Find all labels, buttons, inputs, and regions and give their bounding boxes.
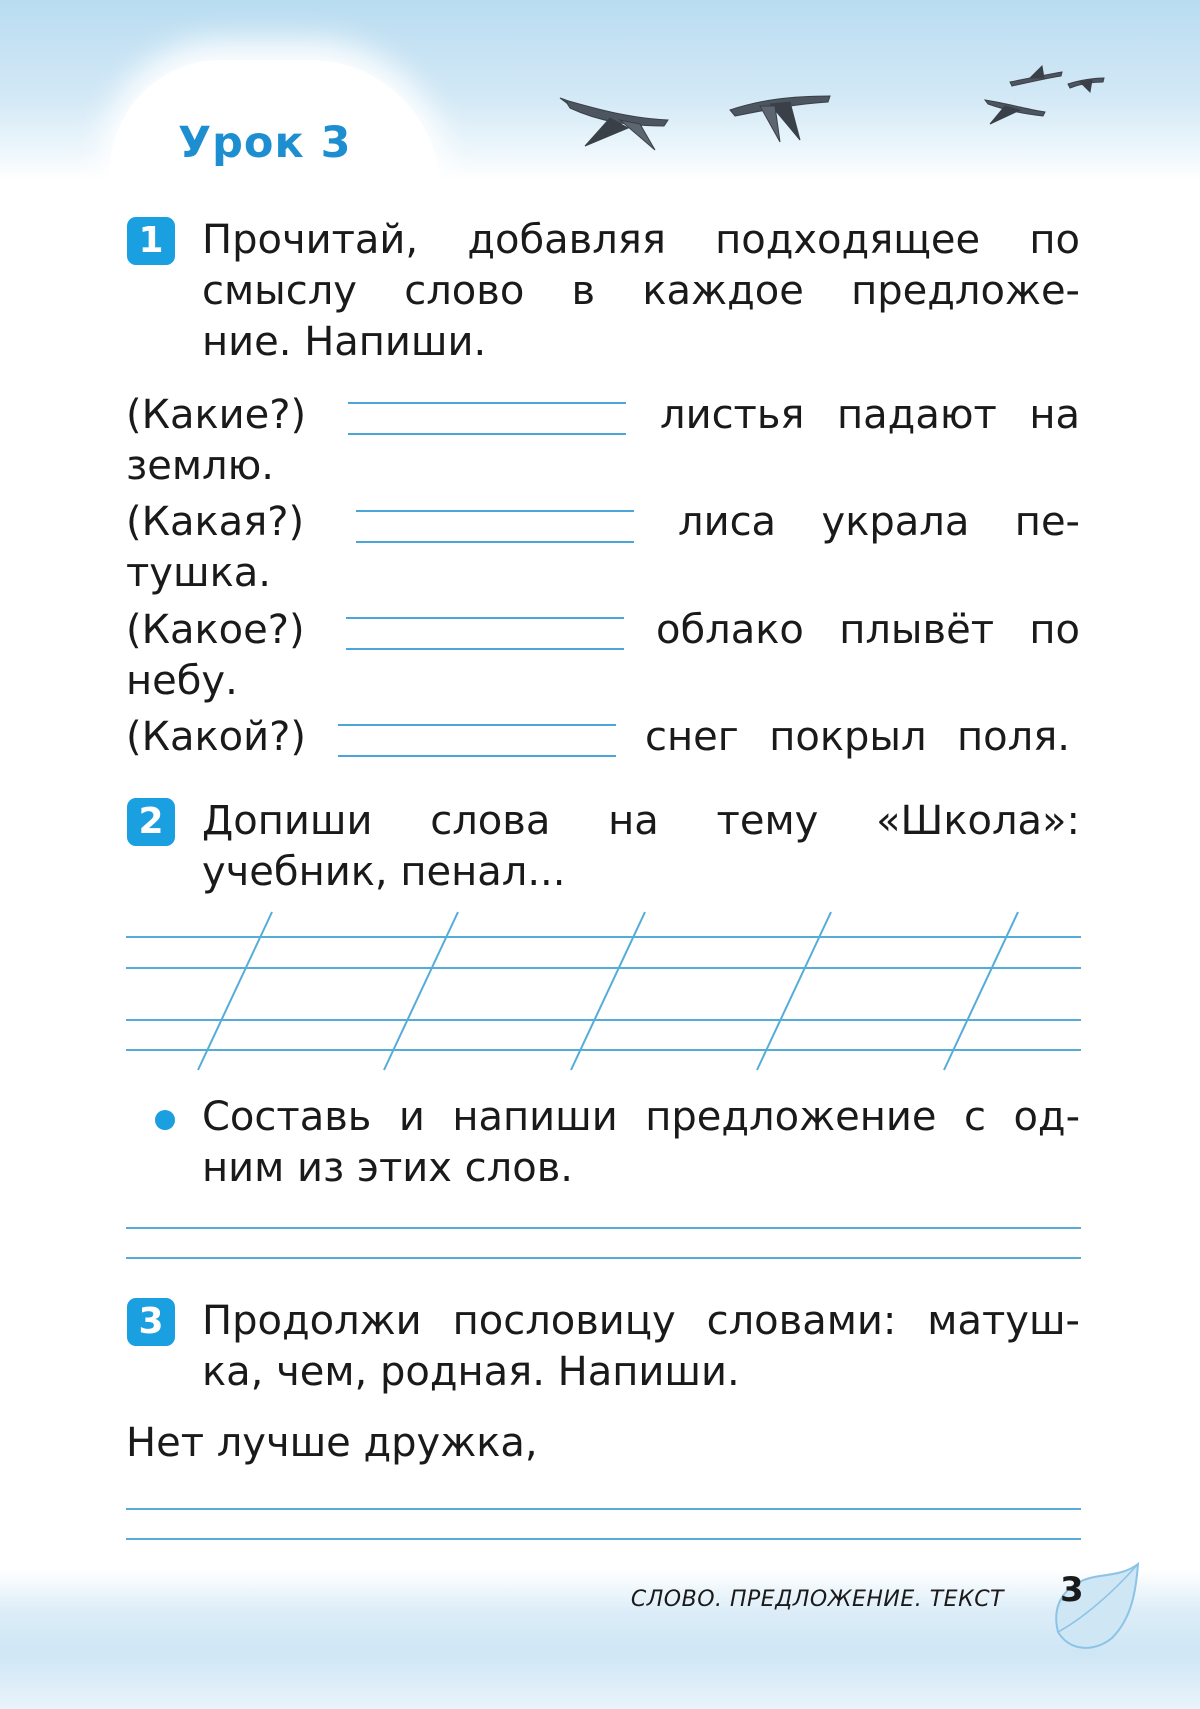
task-number-badge: 2 <box>127 798 175 846</box>
task3-instruction-line: Продолжи пословицу словами: матуш- <box>202 1298 1080 1344</box>
task2-subtask-line: Составь и напиши предложение с од- <box>202 1094 1080 1140</box>
section-title: СЛОВО. ПРЕДЛОЖЕНИЕ. ТЕКСТ <box>630 1587 1004 1612</box>
crane-bird-icon <box>560 98 668 150</box>
sentence-continuation: землю. <box>126 443 275 489</box>
sentence-question: (Какой?) <box>126 714 306 760</box>
bullet-point <box>155 1110 175 1130</box>
footer-sky-background <box>0 1570 1200 1709</box>
sentence-continuation: небу. <box>126 658 238 704</box>
task1-instruction-line: ние. Напиши. <box>202 319 487 365</box>
task2-instruction-line: учебник, пенал... <box>202 849 566 895</box>
page-number: 3 <box>1060 1570 1084 1610</box>
sentence-rest: снег покрыл поля. <box>645 714 1070 760</box>
lesson-title: Урок 3 <box>178 118 352 168</box>
flying-cranes-illustration <box>0 0 1200 180</box>
crane-bird-icon <box>1068 78 1104 92</box>
answer-blank-field[interactable] <box>346 617 624 650</box>
sentence-question: (Какие?) <box>126 392 307 438</box>
crane-bird-icon <box>985 100 1045 124</box>
sentence-question: (Какая?) <box>126 499 305 545</box>
answer-blank-field[interactable] <box>338 724 616 757</box>
answer-writing-line[interactable] <box>126 1257 1081 1259</box>
task2-subtask-line: ним из этих слов. <box>202 1145 573 1191</box>
answer-writing-line[interactable] <box>126 1538 1081 1540</box>
crane-bird-icon <box>730 96 830 142</box>
task-number-badge: 3 <box>127 1298 175 1346</box>
task1-instruction-line: Прочитай, добавляя подходящее по <box>202 217 1080 263</box>
sentence-question: (Какое?) <box>126 607 305 653</box>
answer-writing-line[interactable] <box>126 1508 1081 1510</box>
task3-instruction-line: ка, чем, родная. Напиши. <box>202 1349 740 1395</box>
proverb-start: Нет лучше дружка, <box>126 1420 538 1466</box>
answer-blank-field[interactable] <box>348 402 626 435</box>
task-number-badge: 1 <box>127 217 175 265</box>
answer-writing-line[interactable] <box>126 1227 1081 1229</box>
task2-instruction-line: Допиши слова на тему «Школа»: <box>202 798 1080 844</box>
task1-instruction-line: смыслу слово в каждое предложе- <box>202 268 1080 314</box>
sentence-rest: листья падают на <box>660 392 1080 438</box>
leaf-page-icon <box>1040 1560 1150 1660</box>
sentence-rest: облако плывёт по <box>656 607 1080 653</box>
answer-blank-field[interactable] <box>356 510 634 543</box>
sentence-continuation: тушка. <box>126 550 271 596</box>
crane-bird-icon <box>1010 66 1062 86</box>
sentence-rest: лиса украла пе- <box>678 499 1080 545</box>
